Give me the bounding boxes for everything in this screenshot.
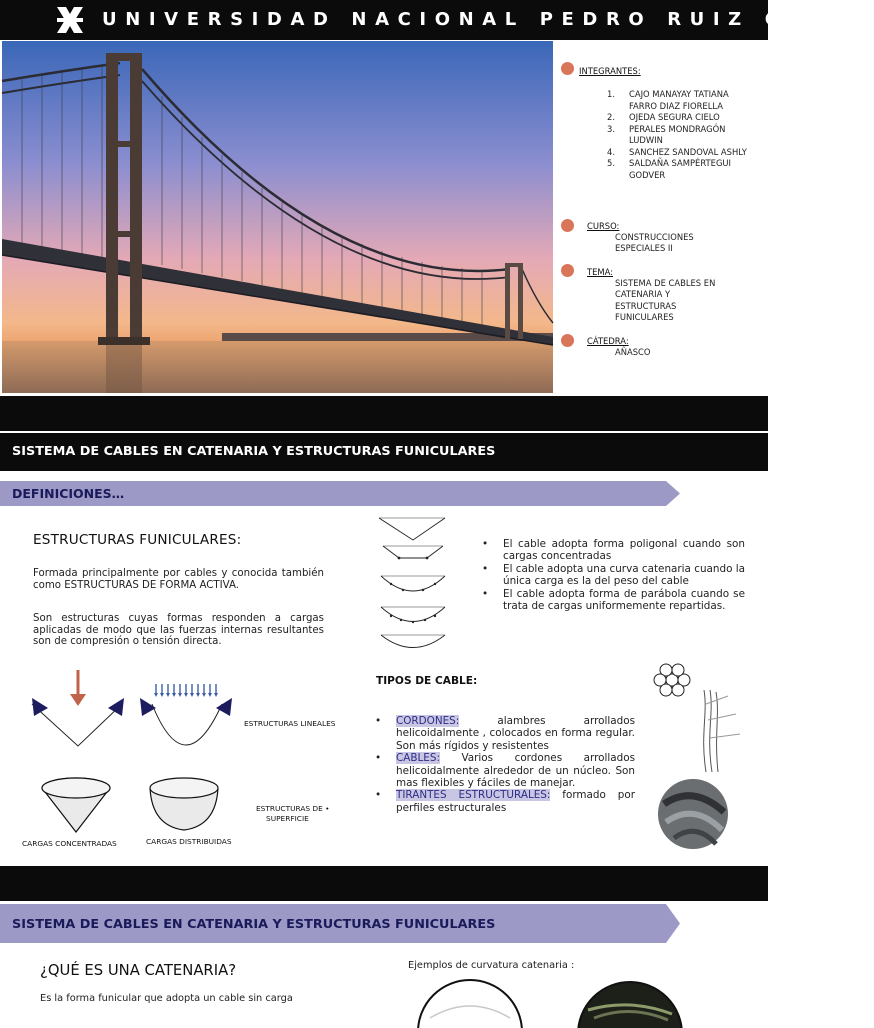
slide-separator xyxy=(0,866,768,901)
bridge-photo xyxy=(2,41,553,393)
cable-type-description: formado por perfiles estructurales xyxy=(396,789,635,814)
curso-value: ESPECIALES II xyxy=(615,243,673,253)
bullet-dot xyxy=(561,264,574,277)
cable-type-item xyxy=(371,752,635,789)
member-name: PERALES MONDRAGÓN xyxy=(629,123,726,134)
member-name: GODVER xyxy=(629,169,666,180)
cable-type-term: TIRANTES ESTRUCTURALES: xyxy=(396,789,551,802)
catenary-example-photo xyxy=(418,980,522,1028)
member-name: FARRO DIAZ FIORELLA xyxy=(629,100,723,111)
member-item xyxy=(607,112,767,124)
dome-surface-icon xyxy=(150,778,218,830)
member-name: SANCHEZ SANDOVAL ASHLY xyxy=(629,146,747,157)
slide2-title: SISTEMA DE CABLES EN CATENARIA Y ESTRUCTURAS FUNICULARES xyxy=(12,444,496,459)
definiciones-label: DEFINICIONES… xyxy=(12,486,125,501)
catenaria-question: ¿QUÉ ES UNA CATENARIA? xyxy=(40,962,237,979)
cable-images xyxy=(648,654,748,854)
wire-rope-icon xyxy=(704,690,740,772)
member-item xyxy=(607,89,767,101)
cable-type-term: CABLES: xyxy=(396,752,440,765)
tema-label: TEMA: xyxy=(587,267,614,277)
member-item xyxy=(607,158,767,170)
cable-type-description: Varios cordones arrollados helicoidalmente alrededor de un núcleo. Son mas flexibles y fáciles de manejar. xyxy=(396,752,635,790)
label-estructuras-superficie: SUPERFICIE xyxy=(266,814,309,823)
cable-type-term: CORDONES: xyxy=(396,715,460,727)
member-item xyxy=(607,135,767,147)
cable-shape-diagrams xyxy=(377,514,449,656)
cable-shape-bullet: • El cable adopta forma poligonal cuando son cargas concentradas xyxy=(478,538,745,563)
tema-value: FUNICULARES xyxy=(615,312,674,322)
curso-label: CURSO: xyxy=(587,221,620,231)
member-number: 4. xyxy=(607,146,615,157)
bullet-dot xyxy=(561,334,574,347)
member-name: LUDWIN xyxy=(629,135,663,145)
bullet-dot xyxy=(561,219,574,232)
cable-types-list xyxy=(371,715,635,814)
tema-value: CATENARIA Y xyxy=(615,289,671,299)
definition-paragraph: Son estructuras cuyas formas responden a cargas aplicadas de modo que las fuerzas internas resultantes son de compresión o tensión directa. xyxy=(33,613,324,648)
slide-separator xyxy=(0,396,768,431)
funicular-diagrams xyxy=(22,666,352,856)
integrantes-label: INTEGRANTES: xyxy=(579,66,641,76)
tema-value: SISTEMA DE CABLES EN xyxy=(615,278,716,288)
cable-shape-bullets xyxy=(478,538,745,612)
cone-surface-icon xyxy=(42,778,110,832)
tema-value: ESTRUCTURAS xyxy=(615,301,677,311)
member-item xyxy=(607,124,767,136)
label-cargas-concentradas: CARGAS CONCENTRADAS xyxy=(22,839,117,848)
distributed-load-icon xyxy=(140,684,232,745)
member-number: 1. xyxy=(607,89,615,99)
cable-shape-bullet: • El cable adopta una curva catenaria cuando la única carga es la del peso del cable xyxy=(478,563,745,588)
ejemplos-label: Ejemplos de curvatura catenaria : xyxy=(408,960,575,971)
catenaria-answer: Es la forma funicular que adopta un cable sin carga xyxy=(40,993,293,1004)
member-number: 5. xyxy=(607,158,615,168)
estructuras-funiculares-heading: ESTRUCTURAS FUNICULARES: xyxy=(33,532,242,548)
definition-paragraph: Formada principalmente por cables y conocida también como ESTRUCTURAS DE FORMA ACTIVA. xyxy=(33,568,324,591)
member-item xyxy=(607,147,767,159)
tipos-de-cable-heading: TIPOS DE CABLE: xyxy=(376,675,478,687)
slide3-title: SISTEMA DE CABLES EN CATENARIA Y ESTRUCTURAS FUNICULARES xyxy=(12,917,496,932)
member-name: CAJO MANAYAY TATIANA xyxy=(629,89,729,99)
university-logo-icon xyxy=(54,4,86,36)
catedra-label: CÁTEDRA: xyxy=(587,336,629,346)
member-name: OJEDA SEGURA CIELO xyxy=(629,112,720,122)
university-title: UNIVERSIDAD NACIONAL PEDRO RUIZ GALLO xyxy=(102,9,874,30)
catenary-example-images xyxy=(410,974,740,1024)
members-list xyxy=(607,89,767,181)
curso-value: CONSTRUCCIONES xyxy=(615,232,694,242)
cable-shape-bullet: • El cable adopta forma de parábola cuando se trata de cargas uniformemente repartidas. xyxy=(478,588,745,613)
concentrated-load-icon xyxy=(32,670,124,746)
label-estructuras-superficie: ESTRUCTURAS DE • xyxy=(256,804,330,813)
label-estructuras-lineales: ESTRUCTURAS LINEALES xyxy=(244,719,336,728)
cable-photo-icon xyxy=(658,779,728,849)
title-banner xyxy=(0,0,874,40)
bullet-dot xyxy=(561,62,574,75)
member-item xyxy=(607,101,767,113)
member-item xyxy=(607,170,767,182)
label-cargas-distribuidas: CARGAS DISTRIBUIDAS xyxy=(146,837,232,846)
catedra-value: AÑASCO xyxy=(615,347,651,357)
cable-type-item xyxy=(371,789,635,814)
member-number: 2. xyxy=(607,112,615,122)
member-name: SALDAÑA SAMPÉRTEGUI xyxy=(629,158,732,168)
cable-type-description: alambres arrollados helicoidalmente , colocados en forma regular. Son más rígidos y resistentes xyxy=(396,715,635,752)
strand-section-icon xyxy=(654,664,690,696)
cable-type-item xyxy=(371,715,635,752)
member-number: 3. xyxy=(607,123,615,134)
